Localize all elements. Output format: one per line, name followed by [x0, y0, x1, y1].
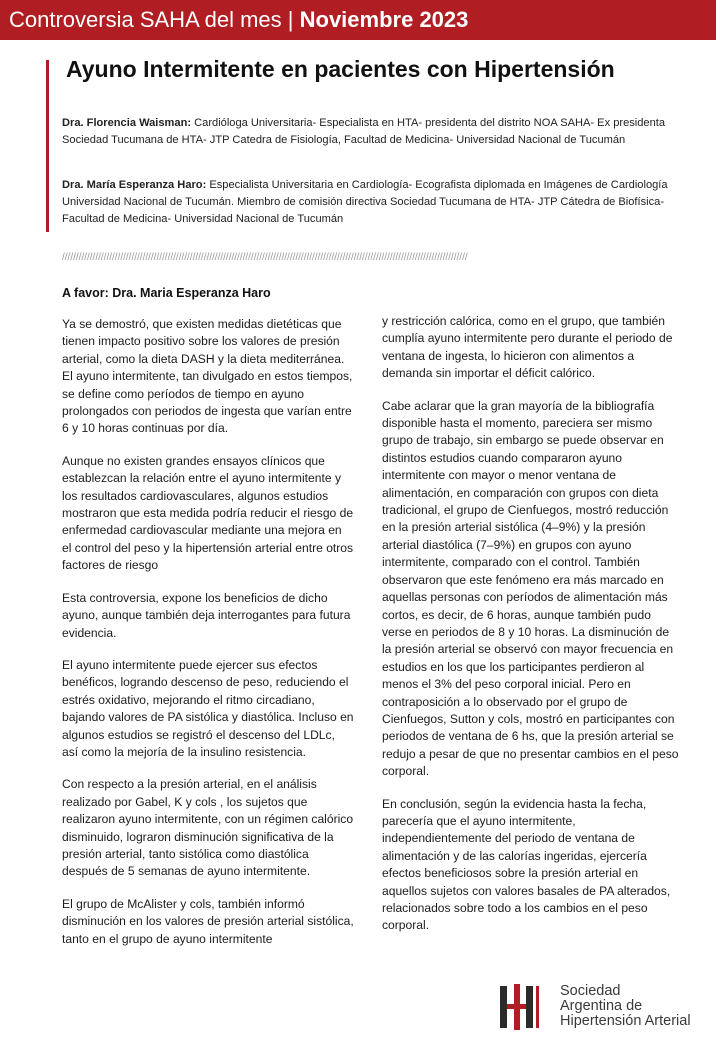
- slash-divider: //////////////////////////////////////////////////////////////////////////////////////////////////////////////////////////////////////////////////: [62, 252, 468, 263]
- paragraph: En conclusión, según la evidencia hasta la fecha, parecería que el ayuno intermitente, independientemente del periodo de ventana de alimentación y de las calorías ingeridas, ejercería efectos beneficiosos sobre la presión arterial en aquellos sujetos con valores basales de PA alterados, relacionados sobre todo a los cambios en el peso corporal.: [382, 796, 671, 933]
- right-column: [382, 313, 680, 950]
- logo-line: Argentina de: [560, 998, 643, 1014]
- header-banner: [0, 0, 716, 40]
- logo-wordmark: [560, 984, 691, 1029]
- article-title: Ayuno Intermitente en pacientes con Hipertensión: [66, 56, 615, 82]
- title-accent-bar: [46, 60, 49, 232]
- paragraph: El grupo de McAlister y cols, también informó disminución en los valores de presión arterial sistólica, tanto en el grupo de ayuno intermitente: [62, 896, 354, 946]
- author-description: Especialista Universitaria en Cardiología- Ecografista diplomada en Imágenes de Cardiología Universidad Nacional de Tucumán. Miembro de comisión directiva Sociedad Tucumana de HTA- JTP Cátedra de Biofísica- Facultad de Medicina- Universidad Nacional de Tucumán: [62, 179, 668, 225]
- paragraph: Esta controversia, expone los beneficios de dicho ayuno, aunque también deja interrogantes para futura evidencia.: [62, 590, 351, 640]
- section-heading: A favor: Dra. Maria Esperanza Haro: [62, 286, 271, 300]
- banner-separator: |: [281, 7, 300, 32]
- left-column: [62, 316, 354, 963]
- paragraph: Con respecto a la presión arterial, en el análisis realizado por Gabel, K y cols , los sujetos que realizaron ayuno intermitente, con un régimen calórico disminuido, lograron disminución significativa de la presión arterial, tanto sistólica como diastólica después de 5 semanas de ayuno intermitente.: [62, 777, 354, 879]
- paragraph: El ayuno intermitente puede ejercer sus efectos benéficos, logrando descenso de peso, reduciendo el estrés oxidativo, mejorando el ritmo circadiano, bajando valores de PA sistólica y diastólica. Incluso en algunos estudios se registró el descenso del LDLc, así como la mejoría de la insulino resistencia.: [62, 657, 354, 759]
- author-bio-waisman: [62, 115, 682, 149]
- issue-month: Noviembre 2023: [299, 7, 469, 32]
- paragraph: y restricción calórica, como en el grupo, que también cumplía ayuno intermitente pero durante el periodo de ventana de ingesta, lo hicieron con alimentos a demanda sin importar el déficit calórico.: [382, 314, 673, 381]
- paragraph: Cabe aclarar que la gran mayoría de la bibliografía disponible hasta el momento, pareciera ser mismo grupo de trabajo, sin embargo se puede observar en distintos estudios cuando compararon ayuno intermitente con mayor o menor ventana de alimentación, en comparación con grupos con dieta tradicional, el grupo de Cienfuegos, mostró reducción en la presión arterial sistólica (4–9%) y la presión arterial diastólica (7–9%) en grupos con ayuno intermitente, comparado con el control. También observaron que este fenómeno era más marcado en aquellas personas con períodos de alimentación más cortos, es decir, de 6 horas, aunque también pudo verse en periodos de 8 y 10 horas. La disminución de la presión arterial se observó con mayor frecuencia en estudios en los que los participantes perdieron al menos el 3% del peso corporal inicial. Pero en contraposición a lo observado por el grupo de Cienfuegos, Sutton y cols, mostró en participantes con periodos de ventana de 6 hs, que la presión arterial se redujo a pesar de que no presentar cambios en el peso corporal.: [382, 398, 679, 779]
- logo-line: Hipertensión Arterial: [560, 1013, 691, 1029]
- logo-line: Sociedad: [560, 983, 621, 999]
- paragraph: Ya se demostró, que existen medidas dietéticas que tienen impacto positivo sobre los valores de presión arterial, como la dieta DASH y la dieta mediterránea. El ayuno intermitente, tan divulgado en estos tiempos, se define como períodos de tiempo en ayuno prolongados con periodos de ingesta que varían entre 6 y 10 horas continuas por día.: [62, 317, 353, 436]
- paragraph: Aunque no existen grandes ensayos clínicos que establezcan la relación entre el ayuno intermitente y los resultados cardiovasculares, algunos estudios mostraron que esta medida podría reducir el riesgo de enfermedad cardiovascular mediante una mejora en el control del peso y la hipertensión arterial entre otros factores de riesgo: [62, 453, 354, 573]
- author-description: Cardióloga Universitaria- Especialista en HTA- presidenta del distrito NOA SAHA- Ex presidenta Sociedad Tucumana de HTA- JTP Catedra de Fisiología, Facultad de Medicina- Universidad Nacional de Tucumán: [62, 117, 666, 146]
- series-name: Controversia SAHA del mes: [9, 7, 282, 32]
- author-name: Dra. María Esperanza Haro:: [62, 179, 207, 191]
- saha-logo: [498, 982, 712, 1032]
- author-bio-haro: [62, 177, 682, 228]
- saha-logo-mark-icon: [498, 984, 550, 1030]
- author-name: Dra. Florencia Waisman:: [62, 117, 192, 129]
